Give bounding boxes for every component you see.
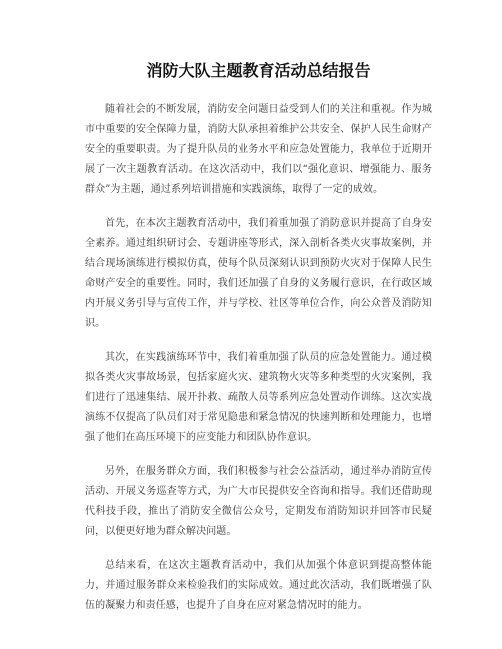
paragraph-intro: 随着社会的不断发展，消防安全问题日益受到人们的关注和重视。作为城市中重要的安全保障力量，消防大队承担着维护公共安全、保护人民生命财产安全的重要职责。为了提升队员的业务水平和应急处置能力，我单位于近期开展了一次主题教育活动。在这次活动中，我们以“强化意识、增强能力、服务群众”为主题，通过系列培训措施和实践演练，取得了一定的成效。 — [85, 104, 432, 195]
paragraph-conclusion: 总结来看，在这次主题教育活动中，我们从加强个体意识到提高整体能力，并通过服务群众来检验我们的实际成效。通过此次活动，我们既增强了队伍的凝聚力和责任感，也提升了自身在应对紧急情况时的能力。 — [85, 560, 432, 611]
document-title: 消防大队主题教育活动总结报告 — [146, 61, 371, 80]
paragraph-public-service: 另外，在服务群众方面，我们积极参与社会公益活动，通过举办消防宣传活动、开展义务巡查等方式，为广大市民提供安全咨询和指导。我们还借助现代科技手段，推出了消防安全微信公众号，定期发布消防知识并回答市民疑问，以便更好地为群众解决问题。 — [85, 466, 432, 537]
paragraph-drills: 其次，在实践演练环节中，我们着重加强了队员的应急处置能力。通过模拟各类火灾事故场景，包括家庭火灾、建筑物火灾等多种类型的火灾案例，我们进行了迅速集结、展开扑救、疏散人员等系列应急处置动作训练。这次实战演练不仅提高了队员们对于常见隐患和紧急情况的快速判断和处理能力，也增强了他们在高压环境下的应变能力和团队协作意识。 — [85, 352, 432, 443]
paragraph-awareness: 首先，在本次主题教育活动中，我们着重加强了消防意识并提高了自身安全素养。通过组织研讨会、专题讲座等形式，深入剖析各类火灾事故案例，并结合现场演练进行模拟仿真，使每个队员深刻认识到预防火灾对于保障人民生命财产安全的重要性。同时，我们还加强了自身的义务履行意识，在行政区域内开展义务引导与宣传工作，并与学校、社区等单位合作，向公众普及消防知识。 — [85, 218, 432, 329]
